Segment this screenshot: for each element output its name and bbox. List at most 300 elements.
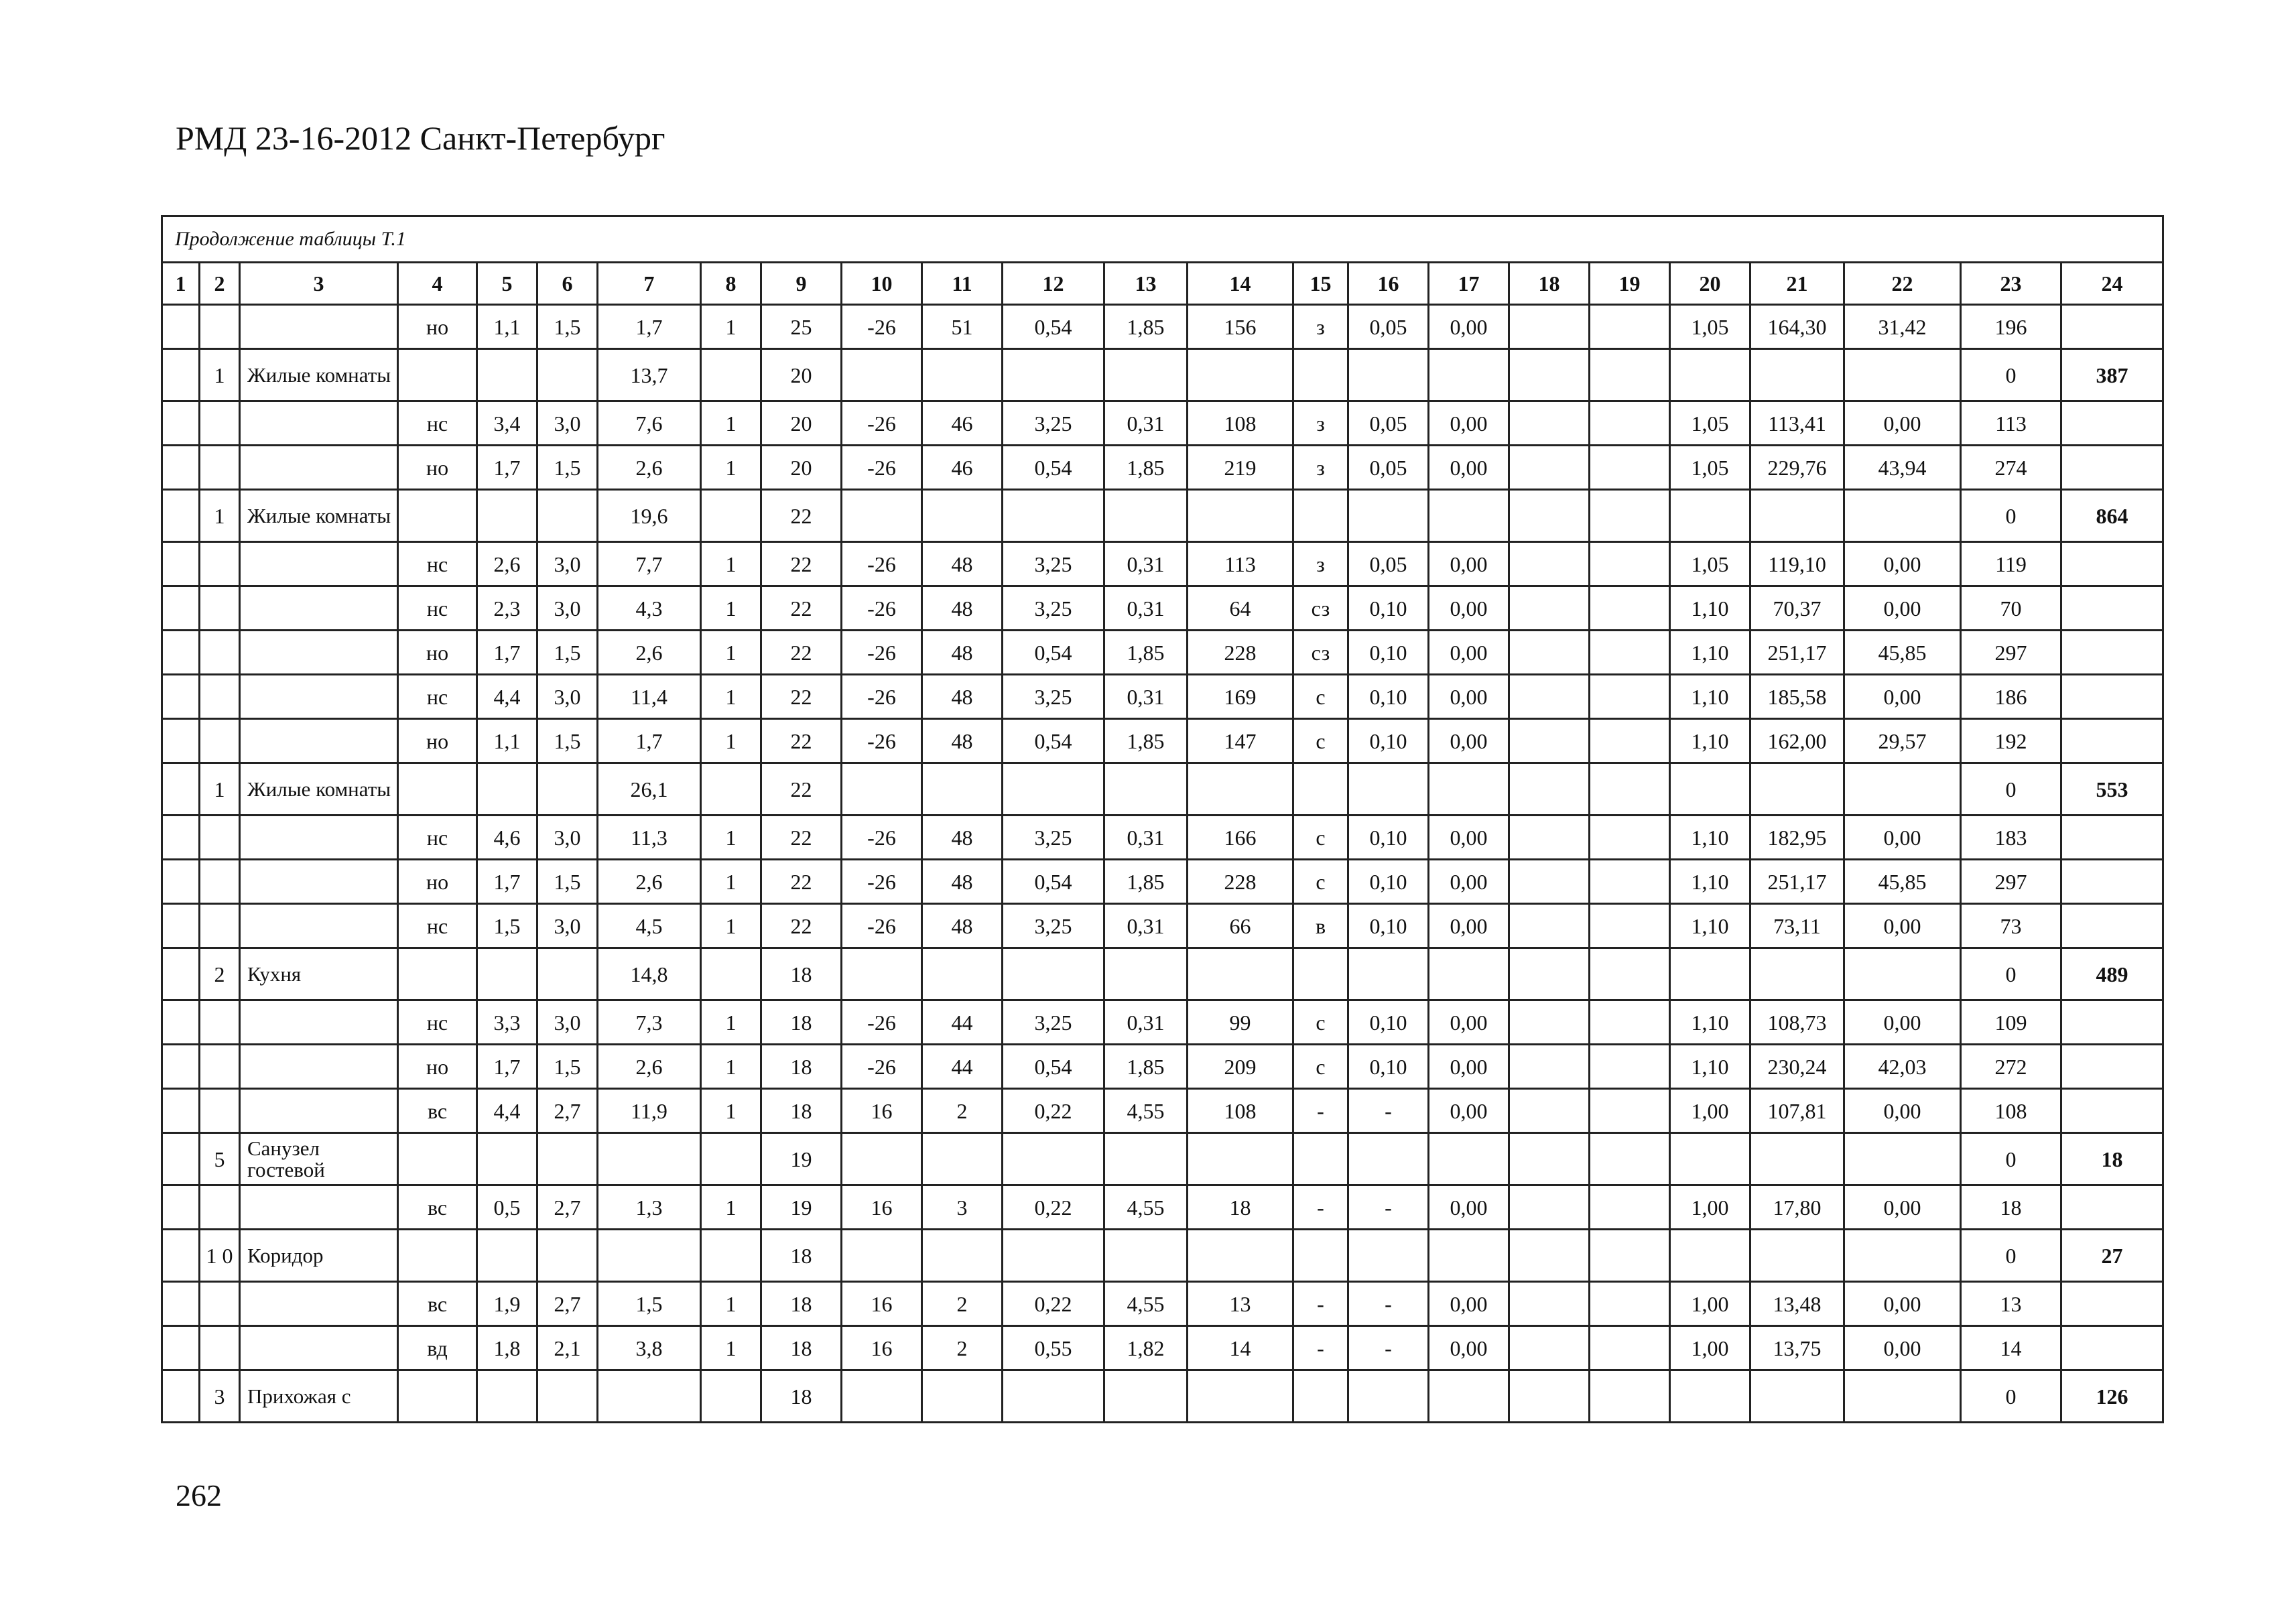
table-cell: 73,11 xyxy=(1750,904,1844,948)
table-cell: 14 xyxy=(1188,1326,1293,1370)
table-cell xyxy=(1003,1230,1104,1282)
table-cell: 7,6 xyxy=(598,401,701,446)
table-cell: 0,54 xyxy=(1003,305,1104,349)
table-cell: 2 xyxy=(200,948,240,1000)
table-cell: 1,85 xyxy=(1104,305,1188,349)
table-cell: 2,6 xyxy=(598,1045,701,1089)
table-cell xyxy=(1509,763,1590,816)
table-cell xyxy=(200,719,240,763)
table-cell: 11,9 xyxy=(598,1089,701,1133)
table-cell: 11,3 xyxy=(598,816,701,860)
table-cell xyxy=(162,490,200,542)
table-row xyxy=(162,1089,2163,1133)
table-row xyxy=(162,542,2163,586)
table-cell: 2,7 xyxy=(537,1282,598,1326)
table-cell xyxy=(1670,490,1750,542)
table-cell xyxy=(1590,490,1670,542)
table-cell: 3,25 xyxy=(1003,816,1104,860)
table-cell: 4,4 xyxy=(477,1089,537,1133)
table-cell xyxy=(162,1282,200,1326)
table-cell xyxy=(1590,349,1670,401)
table-cell: 0,31 xyxy=(1104,401,1188,446)
table-cell: 3,0 xyxy=(537,401,598,446)
table-cell xyxy=(1750,490,1844,542)
column-header: 9 xyxy=(761,263,842,305)
table-cell: 0,00 xyxy=(1429,860,1509,904)
table-cell: 183 xyxy=(1961,816,2061,860)
table-cell: сз xyxy=(1293,631,1348,675)
table-cell xyxy=(1509,1326,1590,1370)
table-cell xyxy=(1293,948,1348,1000)
table-cell xyxy=(240,719,398,763)
table-cell xyxy=(1429,490,1509,542)
table-cell: 1,1 xyxy=(477,305,537,349)
table-row xyxy=(162,816,2163,860)
table-cell xyxy=(2061,1282,2163,1326)
table-cell: 108 xyxy=(1188,1089,1293,1133)
table-cell xyxy=(1590,446,1670,490)
table-cell xyxy=(1003,349,1104,401)
table-cell xyxy=(162,305,200,349)
table-cell: 3,25 xyxy=(1003,675,1104,719)
table-cell xyxy=(922,763,1003,816)
table-cell: 1,5 xyxy=(537,719,598,763)
table-cell xyxy=(1590,1000,1670,1045)
table-cell: 22 xyxy=(761,542,842,586)
column-header: 2 xyxy=(200,263,240,305)
column-header: 12 xyxy=(1003,263,1104,305)
table-cell: 1 xyxy=(200,763,240,816)
table-cell: 0,00 xyxy=(1429,904,1509,948)
table-cell: 18 xyxy=(1961,1185,2061,1230)
table-cell: 3,3 xyxy=(477,1000,537,1045)
table-cell: 42,03 xyxy=(1844,1045,1961,1089)
table-cell: 297 xyxy=(1961,860,2061,904)
table-cell: 14 xyxy=(1961,1326,2061,1370)
table-cell: 0,22 xyxy=(1003,1185,1104,1230)
table-cell: нс xyxy=(398,816,477,860)
table-cell: 31,42 xyxy=(1844,305,1961,349)
table-cell: 19,6 xyxy=(598,490,701,542)
table-cell xyxy=(200,586,240,631)
table-cell: 1,10 xyxy=(1670,1000,1750,1045)
table-cell: 26,1 xyxy=(598,763,701,816)
table-cell: нс xyxy=(398,675,477,719)
table-cell xyxy=(240,586,398,631)
table-cell xyxy=(1590,305,1670,349)
table-cell: 0,22 xyxy=(1003,1282,1104,1326)
table-cell xyxy=(1188,490,1293,542)
table-cell: 1 0 xyxy=(200,1230,240,1282)
table-cell: 0,00 xyxy=(1844,1000,1961,1045)
table-cell: 4,6 xyxy=(477,816,537,860)
table-cell: 228 xyxy=(1188,631,1293,675)
table-row xyxy=(162,586,2163,631)
table-cell xyxy=(537,948,598,1000)
room-group-row xyxy=(162,763,2163,816)
table-cell: 0,54 xyxy=(1003,446,1104,490)
table-cell xyxy=(162,586,200,631)
table-cell: 0,05 xyxy=(1348,305,1429,349)
table-row xyxy=(162,904,2163,948)
table-cell: 0,54 xyxy=(1003,719,1104,763)
table-cell xyxy=(200,1282,240,1326)
table-cell: 44 xyxy=(922,1000,1003,1045)
table-cell: 13,75 xyxy=(1750,1326,1844,1370)
table-cell: но xyxy=(398,860,477,904)
table-cell xyxy=(162,1326,200,1370)
table-cell: 553 xyxy=(2061,763,2163,816)
table-cell: нс xyxy=(398,904,477,948)
table-cell xyxy=(1844,349,1961,401)
table-cell: 66 xyxy=(1188,904,1293,948)
table-cell: 0,00 xyxy=(1844,401,1961,446)
table-cell: 18 xyxy=(1188,1185,1293,1230)
table-cell xyxy=(240,1282,398,1326)
table-cell xyxy=(200,1326,240,1370)
table-cell: в xyxy=(1293,904,1348,948)
table-cell: 1,10 xyxy=(1670,860,1750,904)
table-cell xyxy=(537,1370,598,1423)
table-cell: 0,00 xyxy=(1844,586,1961,631)
table-cell xyxy=(1104,948,1188,1000)
table-cell: 0,10 xyxy=(1348,1045,1429,1089)
table-cell: 0 xyxy=(1961,1133,2061,1185)
table-cell xyxy=(1509,1370,1590,1423)
table-cell xyxy=(200,1185,240,1230)
table-cell: 4,3 xyxy=(598,586,701,631)
table-cell xyxy=(477,948,537,1000)
table-cell xyxy=(1293,1133,1348,1185)
room-group-row xyxy=(162,490,2163,542)
table-cell xyxy=(1590,1326,1670,1370)
table-cell: 0,00 xyxy=(1429,631,1509,675)
table-cell xyxy=(477,763,537,816)
table-cell: с xyxy=(1293,816,1348,860)
table-cell xyxy=(1509,631,1590,675)
table-cell: 18 xyxy=(761,1230,842,1282)
table-cell xyxy=(2061,401,2163,446)
table-cell xyxy=(1670,948,1750,1000)
table-cell: с xyxy=(1293,719,1348,763)
table-cell: Жилые комнаты xyxy=(240,490,398,542)
table-cell xyxy=(2061,1000,2163,1045)
table-cell: 2 xyxy=(922,1089,1003,1133)
table-cell: Прихожая с xyxy=(240,1370,398,1423)
table-cell xyxy=(162,904,200,948)
table-cell: 22 xyxy=(761,904,842,948)
table-cell: 16 xyxy=(842,1185,922,1230)
table-cell: 0,10 xyxy=(1348,586,1429,631)
table-cell: 1,8 xyxy=(477,1326,537,1370)
table-cell: - xyxy=(1348,1282,1429,1326)
table-cell: 0,10 xyxy=(1348,904,1429,948)
document-title: РМД 23-16-2012 Санкт-Петербург xyxy=(176,119,665,157)
column-header: 11 xyxy=(922,263,1003,305)
table-cell xyxy=(162,763,200,816)
table-cell xyxy=(1509,490,1590,542)
table-cell xyxy=(1590,1185,1670,1230)
table-cell: 19 xyxy=(761,1133,842,1185)
table-cell xyxy=(1509,948,1590,1000)
table-cell: 1 xyxy=(200,349,240,401)
table-cell: 48 xyxy=(922,816,1003,860)
table-cell xyxy=(2061,1185,2163,1230)
table-cell: 3,25 xyxy=(1003,542,1104,586)
column-header: 23 xyxy=(1961,263,2061,305)
table-cell: 1,00 xyxy=(1670,1089,1750,1133)
table-cell: 17,80 xyxy=(1750,1185,1844,1230)
table-cell: 1,10 xyxy=(1670,719,1750,763)
table-cell: 18 xyxy=(761,948,842,1000)
table-cell xyxy=(1509,1185,1590,1230)
table-cell xyxy=(162,1230,200,1282)
table-cell: 4,55 xyxy=(1104,1089,1188,1133)
table-cell: 182,95 xyxy=(1750,816,1844,860)
table-cell: 48 xyxy=(922,586,1003,631)
table-cell xyxy=(200,446,240,490)
room-group-row xyxy=(162,1133,2163,1185)
table-cell xyxy=(240,860,398,904)
table-cell: з xyxy=(1293,401,1348,446)
table-cell: 3,0 xyxy=(537,542,598,586)
table-cell: 0,00 xyxy=(1429,446,1509,490)
table-cell: 3,0 xyxy=(537,904,598,948)
column-header: 14 xyxy=(1188,263,1293,305)
table-cell xyxy=(1509,719,1590,763)
table-cell: 1,00 xyxy=(1670,1282,1750,1326)
table-cell xyxy=(1509,1089,1590,1133)
table-cell: Санузел гостевой xyxy=(240,1133,398,1185)
table-cell xyxy=(2061,305,2163,349)
table-cell: 48 xyxy=(922,719,1003,763)
table-cell xyxy=(2061,675,2163,719)
table-cell xyxy=(200,1000,240,1045)
table-row xyxy=(162,1282,2163,1326)
table-cell xyxy=(701,1133,761,1185)
table-cell xyxy=(1590,763,1670,816)
table-cell: 0,31 xyxy=(1104,816,1188,860)
table-cell xyxy=(240,816,398,860)
table-cell: нс xyxy=(398,401,477,446)
table-cell xyxy=(842,490,922,542)
table-cell: 0,54 xyxy=(1003,1045,1104,1089)
room-group-row xyxy=(162,1230,2163,1282)
table-cell xyxy=(1293,1230,1348,1282)
table-cell xyxy=(842,1230,922,1282)
table-cell xyxy=(200,816,240,860)
table-cell: 1,05 xyxy=(1670,305,1750,349)
table-row xyxy=(162,1045,2163,1089)
table-cell: 1,7 xyxy=(598,719,701,763)
table-cell: 1,05 xyxy=(1670,542,1750,586)
table-cell xyxy=(1509,1000,1590,1045)
table-cell xyxy=(598,1230,701,1282)
table-cell: 1,5 xyxy=(537,860,598,904)
table-cell xyxy=(922,349,1003,401)
table-cell: сз xyxy=(1293,586,1348,631)
table-cell: 864 xyxy=(2061,490,2163,542)
table-cell xyxy=(162,719,200,763)
table-cell xyxy=(2061,586,2163,631)
table-cell: 1,7 xyxy=(477,446,537,490)
table-cell: вс xyxy=(398,1282,477,1326)
table-cell: 4,5 xyxy=(598,904,701,948)
table-cell xyxy=(537,763,598,816)
table-cell: 113,41 xyxy=(1750,401,1844,446)
table-cell: 25 xyxy=(761,305,842,349)
table-cell xyxy=(1844,763,1961,816)
table-cell: 70 xyxy=(1961,586,2061,631)
table-cell xyxy=(477,490,537,542)
table-cell: 489 xyxy=(2061,948,2163,1000)
table-cell: 0,31 xyxy=(1104,675,1188,719)
table-cell xyxy=(1104,1370,1188,1423)
table-cell xyxy=(598,1133,701,1185)
table-cell: 22 xyxy=(761,763,842,816)
page-number: 262 xyxy=(176,1478,222,1512)
table-cell xyxy=(477,1133,537,1185)
table-cell: 13,48 xyxy=(1750,1282,1844,1326)
table-cell: 1 xyxy=(701,904,761,948)
table-cell xyxy=(240,1089,398,1133)
table-cell: 1,10 xyxy=(1670,586,1750,631)
table-cell: 45,85 xyxy=(1844,860,1961,904)
data-table-container xyxy=(161,215,2158,1423)
table-cell: 1,85 xyxy=(1104,1045,1188,1089)
table-cell: 0,00 xyxy=(1844,904,1961,948)
table-cell: 156 xyxy=(1188,305,1293,349)
table-cell: вс xyxy=(398,1185,477,1230)
table-cell: -26 xyxy=(842,719,922,763)
table-cell: но xyxy=(398,1045,477,1089)
table-cell: 2,6 xyxy=(598,631,701,675)
table-cell xyxy=(162,349,200,401)
table-cell: нс xyxy=(398,586,477,631)
table-cell xyxy=(1844,490,1961,542)
table-row xyxy=(162,446,2163,490)
table-cell xyxy=(1293,490,1348,542)
table-cell xyxy=(2061,719,2163,763)
table-cell xyxy=(842,948,922,1000)
table-cell xyxy=(162,1370,200,1423)
table-cell: 1,7 xyxy=(477,1045,537,1089)
table-cell xyxy=(1104,490,1188,542)
table-cell: -26 xyxy=(842,1045,922,1089)
table-cell xyxy=(1104,349,1188,401)
table-cell: 22 xyxy=(761,816,842,860)
column-header: 20 xyxy=(1670,263,1750,305)
table-cell: 0,00 xyxy=(1844,1089,1961,1133)
table-cell: 1,10 xyxy=(1670,631,1750,675)
table-cell: вс xyxy=(398,1089,477,1133)
table-cell: 16 xyxy=(842,1282,922,1326)
table-cell xyxy=(1003,948,1104,1000)
table-cell xyxy=(1104,1133,1188,1185)
table-cell: 1,00 xyxy=(1670,1326,1750,1370)
table-cell xyxy=(537,1133,598,1185)
room-group-row xyxy=(162,948,2163,1000)
table-cell: 1 xyxy=(701,1000,761,1045)
table-cell xyxy=(1670,349,1750,401)
table-cell xyxy=(1429,948,1509,1000)
table-cell: 44 xyxy=(922,1045,1003,1089)
table-cell xyxy=(2061,1089,2163,1133)
table-cell xyxy=(162,1185,200,1230)
table-cell xyxy=(1844,1133,1961,1185)
table-cell: Жилые комнаты xyxy=(240,763,398,816)
table-row xyxy=(162,719,2163,763)
table-cell xyxy=(1509,542,1590,586)
table-cell: 1,5 xyxy=(477,904,537,948)
table-cell: 2,6 xyxy=(598,446,701,490)
table-cell: 0,00 xyxy=(1429,675,1509,719)
table-cell: 164,30 xyxy=(1750,305,1844,349)
table-cell: з xyxy=(1293,542,1348,586)
table-cell: 0,05 xyxy=(1348,542,1429,586)
table-cell: 0,10 xyxy=(1348,631,1429,675)
room-group-row xyxy=(162,1370,2163,1423)
table-cell xyxy=(398,763,477,816)
table-cell xyxy=(2061,904,2163,948)
table-cell xyxy=(1844,948,1961,1000)
table-cell: 0,05 xyxy=(1348,446,1429,490)
table-cell xyxy=(1750,1370,1844,1423)
table-cell: 1,5 xyxy=(537,305,598,349)
table-cell: 0,31 xyxy=(1104,542,1188,586)
table-cell: 1,3 xyxy=(598,1185,701,1230)
table-cell: - xyxy=(1293,1282,1348,1326)
table-cell: с xyxy=(1293,675,1348,719)
column-header: 4 xyxy=(398,263,477,305)
table-cell: 0,31 xyxy=(1104,904,1188,948)
table-cell xyxy=(1104,1230,1188,1282)
table-cell: 48 xyxy=(922,542,1003,586)
table-caption: Продолжение таблицы Т.1 xyxy=(162,216,2163,263)
table-cell: 0,10 xyxy=(1348,1000,1429,1045)
table-cell: 0,00 xyxy=(1844,1282,1961,1326)
table-cell: 2,6 xyxy=(477,542,537,586)
table-cell xyxy=(1509,816,1590,860)
table-cell xyxy=(842,763,922,816)
table-cell xyxy=(1293,763,1348,816)
table-cell: 13 xyxy=(1961,1282,2061,1326)
table-cell xyxy=(1509,904,1590,948)
table-cell xyxy=(1429,1133,1509,1185)
table-cell xyxy=(1750,763,1844,816)
table-cell: 196 xyxy=(1961,305,2061,349)
column-header: 16 xyxy=(1348,263,1429,305)
table-cell: -26 xyxy=(842,586,922,631)
table-cell xyxy=(162,631,200,675)
table-cell xyxy=(1590,1282,1670,1326)
table-cell: 119 xyxy=(1961,542,2061,586)
table-cell xyxy=(240,1326,398,1370)
table-cell xyxy=(398,1133,477,1185)
room-group-row xyxy=(162,349,2163,401)
table-cell xyxy=(1750,1133,1844,1185)
table-cell xyxy=(398,349,477,401)
table-row xyxy=(162,1185,2163,1230)
table-cell: 1,10 xyxy=(1670,675,1750,719)
table-cell xyxy=(1590,719,1670,763)
table-cell: 13 xyxy=(1188,1282,1293,1326)
table-cell xyxy=(1509,1133,1590,1185)
table-row xyxy=(162,401,2163,446)
table-cell: 2 xyxy=(922,1326,1003,1370)
table-cell xyxy=(701,948,761,1000)
table-cell: -26 xyxy=(842,305,922,349)
